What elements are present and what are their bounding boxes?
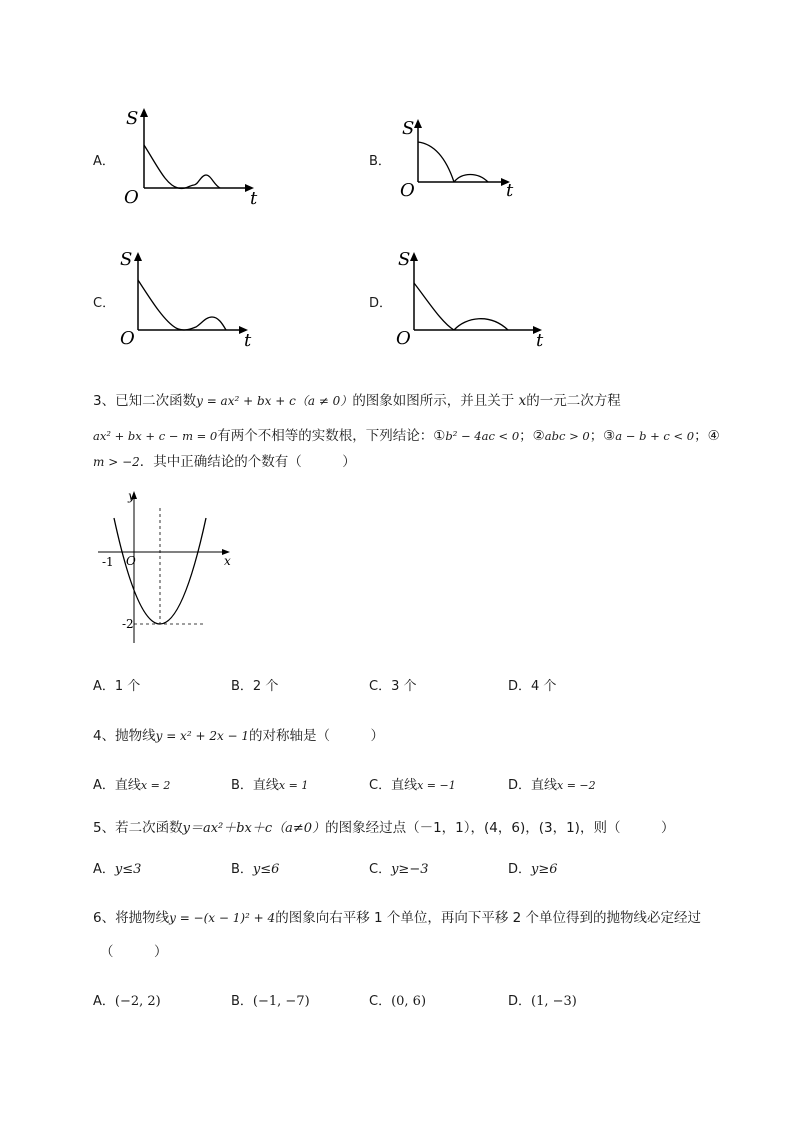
q6-option-c[interactable]	[369, 990, 426, 1009]
q4-option-a-label: A．直线	[93, 778, 141, 793]
q3-option-c[interactable]: C．3 个	[369, 679, 417, 694]
q4-option-b-value: x = 1	[278, 779, 309, 792]
option-label-b: B．	[369, 154, 391, 169]
graph-a-ylabel: S	[126, 108, 139, 129]
q6-option-a-value: (−2, 2)	[114, 994, 161, 1009]
graph-d-ylabel: S	[398, 249, 411, 270]
q4-option-a[interactable]	[93, 774, 170, 793]
graph-c-xlabel: t	[244, 330, 252, 350]
option-label-c: C．	[93, 296, 116, 311]
q3-line2-text: 有两个不相等的实数根，下列结论：①	[217, 428, 446, 444]
q3-end: 的一元二次方程	[526, 393, 621, 409]
q3-line1	[93, 389, 621, 409]
q5-option-c-value: y≥−3	[391, 862, 429, 877]
q3-x-axis-label: x	[224, 554, 231, 568]
q6-option-c-value: (0, 6)	[391, 994, 427, 1009]
q5-option-b-value: y≤6	[252, 862, 280, 877]
q4-prefix: 4、抛物线	[93, 728, 156, 744]
q3-line2	[93, 424, 720, 444]
q4-stem	[93, 724, 384, 744]
q4-option-c-value: x = −1	[417, 779, 456, 792]
q5-option-b[interactable]	[231, 858, 279, 877]
q5-option-c[interactable]	[369, 858, 428, 877]
q6-prefix: 6、将抛物线	[93, 910, 170, 926]
graph-c	[116, 245, 266, 350]
graph-d-origin: O	[396, 328, 411, 349]
q6-option-b-label: B．	[231, 994, 253, 1009]
q4-option-d-value: x = −2	[557, 779, 596, 792]
graph-c-origin: O	[120, 328, 135, 349]
q4-formula: y = x² + 2x − 1	[155, 729, 250, 743]
q5-option-a-label: A．	[93, 862, 115, 877]
q3-formula: y = ax² + bx + c（a ≠ 0）	[196, 394, 353, 408]
q3-sep-3: ；④	[694, 428, 720, 444]
q5-option-d[interactable]	[508, 858, 558, 877]
q5-stem	[93, 816, 674, 836]
q4-option-b[interactable]	[231, 774, 308, 793]
graph-d	[392, 245, 552, 350]
q5-prefix: 5、若二次函数	[93, 820, 183, 836]
q6-option-a-label: A．	[93, 994, 115, 1009]
q3-prefix: 3、已知二次函数	[93, 393, 197, 409]
q3-conclusion-2: abc > 0	[544, 429, 590, 443]
q6-option-d-value: (1, −3)	[531, 994, 577, 1009]
graph-c-ylabel: S	[120, 249, 133, 270]
q4-option-c[interactable]	[369, 774, 456, 793]
q3-parabola-figure	[92, 488, 242, 648]
graph-a-xlabel: t	[250, 188, 258, 209]
q3-line3-text: ．其中正确结论的个数有（ ）	[139, 454, 356, 470]
q6-option-d-label: D．	[508, 994, 532, 1009]
q3-option-d[interactable]: D．4 个	[508, 679, 557, 694]
q3-conclusion-4: m > −2	[93, 455, 140, 469]
q3-tick-x: -1	[102, 555, 114, 569]
q6-formula: y = −(x − 1)² + 4	[169, 911, 276, 925]
q6-option-a[interactable]	[93, 990, 161, 1009]
graph-b-ylabel: S	[402, 118, 415, 139]
q4-option-d[interactable]	[508, 774, 596, 793]
q3-sep-1: ；②	[519, 428, 545, 444]
q3-conclusion-1: b² − 4ac < 0	[445, 429, 520, 443]
graph-b	[396, 112, 526, 202]
graph-b-origin: O	[400, 180, 415, 201]
q4-option-a-value: x = 2	[140, 779, 171, 792]
q6-option-c-label: C．	[369, 994, 392, 1009]
q5-formula: y＝ax²＋bx＋c（a≠0）	[182, 821, 326, 836]
q3-y-axis-label: y	[128, 489, 135, 503]
q5-option-b-label: B．	[231, 862, 253, 877]
q3-line3	[93, 450, 356, 470]
q4-suffix: 的对称轴是（ ）	[249, 728, 385, 744]
q4-option-d-label: D．直线	[508, 778, 558, 793]
q5-option-c-label: C．	[369, 862, 392, 877]
option-label-a: A．	[93, 154, 115, 169]
q4-option-b-label: B．直线	[231, 778, 279, 793]
option-label-d: D．	[369, 296, 393, 311]
graph-a-origin: O	[124, 187, 139, 208]
q6-option-b-value: (−1, −7)	[252, 994, 310, 1009]
q3-equation: ax² + bx + c − m = 0	[93, 429, 218, 443]
graph-a	[118, 105, 268, 210]
q3-origin-label: O	[126, 554, 136, 568]
q3-conclusion-3: a − b + c < 0	[615, 429, 695, 443]
q3-tick-y: -2	[122, 617, 134, 631]
q6-blank: （ ）	[100, 944, 168, 960]
q6-suffix: 的图象向右平移 1 个单位，再向下平移 2 个单位得到的抛物线必定经过	[275, 910, 702, 926]
q3-option-a[interactable]: A．1 个	[93, 679, 141, 694]
q3-var: x	[518, 393, 527, 409]
q4-option-c-label: C．直线	[369, 778, 418, 793]
q5-option-a[interactable]	[93, 858, 141, 877]
q6-option-d[interactable]	[508, 990, 577, 1009]
q3-option-b[interactable]: B．2 个	[231, 679, 279, 694]
q6-option-b[interactable]	[231, 990, 310, 1009]
graph-b-xlabel: t	[506, 180, 514, 201]
q3-sep-2: ；③	[589, 428, 616, 444]
q5-suffix: 的图象经过点（－1，1），(4，6)，(3，1)，则（ ）	[325, 820, 675, 836]
q6-stem	[93, 906, 701, 926]
q5-option-d-value: y≥6	[531, 862, 558, 877]
graph-d-xlabel: t	[536, 330, 544, 350]
q3-suffix: 的图象如图所示，并且关于	[352, 393, 515, 409]
q5-option-d-label: D．	[508, 862, 532, 877]
q5-option-a-value: y≤3	[114, 862, 142, 877]
